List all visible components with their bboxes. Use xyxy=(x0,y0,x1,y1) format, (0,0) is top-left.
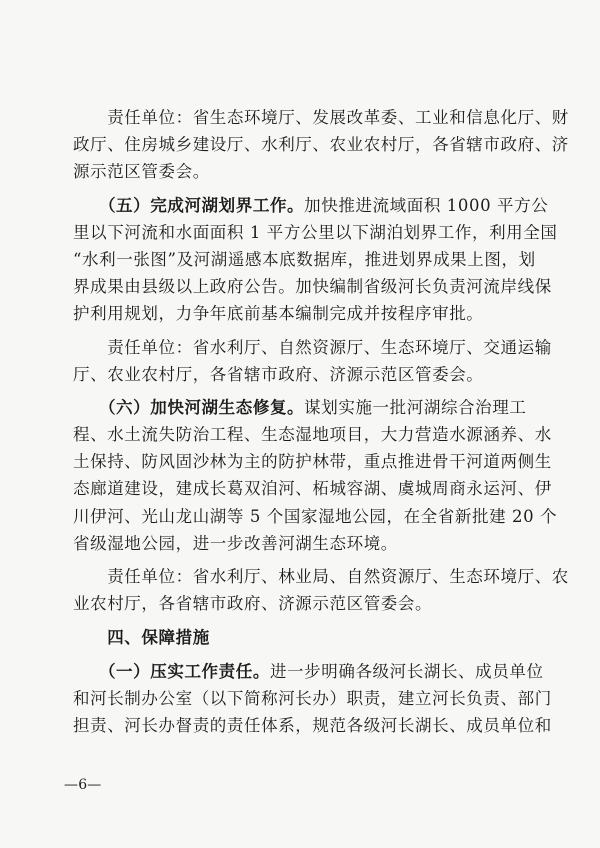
section-heading: 四、保障措施 xyxy=(73,628,210,647)
subsection-title: （五）完成河湖划界工作。 xyxy=(73,196,305,215)
body-text-line: 里以下河流和水面面积 1 平方公里以下湖泊划界工作，利用全国 xyxy=(73,223,558,242)
body-text-line: 业农村厅，各省辖市政府、济源示范区管委会。 xyxy=(73,594,433,613)
body-text-line: 护利用规划，力争年底前基本编制完成并按程序审批。 xyxy=(73,304,484,323)
body-text-line: 责任单位：省生态环境厅、发展改革委、工业和信息化厅、财 xyxy=(73,108,569,127)
body-text: 进一步明确各级河长湖长、成员单位 xyxy=(269,662,544,681)
section-paragraph-line xyxy=(73,196,549,216)
body-text-line: “水利一张图”及河湖遥感本底数据库，推进划界成果上图，划 xyxy=(73,250,536,269)
body-text-line: 程、水土流失防治工程、生态湿地项目，大力营造水源涵养、水 xyxy=(73,425,552,444)
section-paragraph-line xyxy=(73,398,533,418)
body-text-line: 川伊河、光山龙山湖等 5 个国家湿地公园，在全省新批建 20 个 xyxy=(73,507,558,526)
section-paragraph-line xyxy=(73,662,544,682)
body-text-line: 态廊道建设，建成长葛双洎河、柘城容湖、虞城周商永运河、伊 xyxy=(73,479,552,498)
body-text-line: 责任单位：省水利厅、林业局、自然资源厅、生态环境厅、农 xyxy=(73,567,569,586)
body-text-line: 厅、农业农村厅，各省辖市政府、济源示范区管委会。 xyxy=(73,365,484,384)
body-text-line: 源示范区管委会。 xyxy=(73,162,210,181)
body-text-line: 责任单位：省水利厅、自然资源厅、生态环境厅、交通运输 xyxy=(73,338,552,357)
page-number: —6— xyxy=(64,777,102,793)
body-text: 加快推进流域面积 1000 平方公 xyxy=(304,196,549,215)
body-text-line: 和河长制办公室（以下简称河长办）职责，建立河长负责、部门 xyxy=(73,689,552,708)
body-text-line: 土保持、防风固沙林为主的防护林带，重点推进骨干河道两侧生 xyxy=(73,452,552,471)
body-text-line: 担责、河长办督责的责任体系，规范各级河长湖长、成员单位和 xyxy=(73,716,552,735)
body-text-line: 界成果由县级以上政府公告。加快编制省级河长负责河流岸线保 xyxy=(73,277,552,296)
body-text: 谋划实施一批河湖综合治理工 xyxy=(304,398,527,417)
body-text-line: 省级湿地公园，进一步改善河湖生态环境。 xyxy=(73,534,398,553)
subsection-title: （一）压实工作责任。 xyxy=(73,662,270,681)
subsection-title: （六）加快河湖生态修复。 xyxy=(73,398,305,417)
body-text-line: 政厅、住房城乡建设厅、水利厅、农业农村厅，各省辖市政府、济 xyxy=(73,135,569,154)
